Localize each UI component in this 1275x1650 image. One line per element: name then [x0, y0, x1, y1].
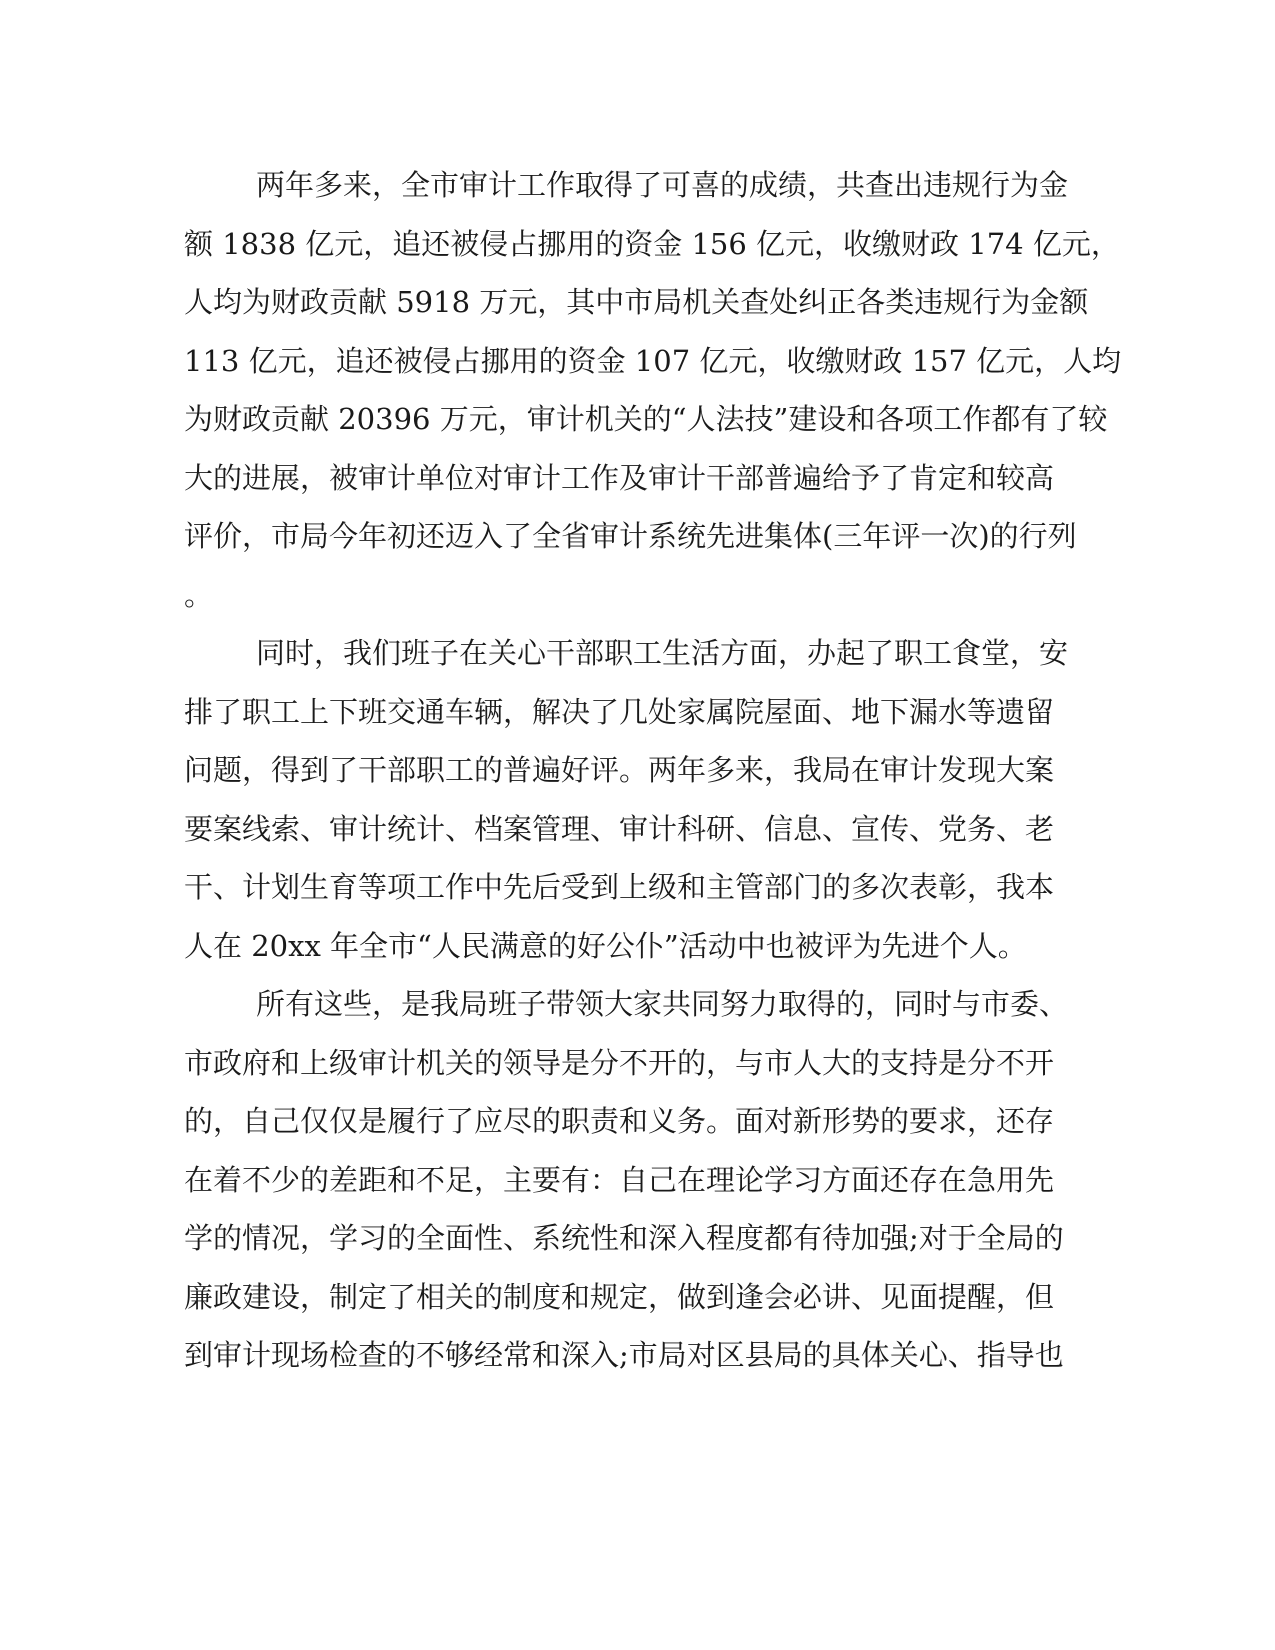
text-line: 干、计划生育等项工作中先后受到上级和主管部门的多次表彰，我本	[184, 870, 1055, 904]
text-line: 为财政贡献 20396 万元，审计机关的“人法技”建设和各项工作都有了较	[184, 402, 1108, 436]
text-line: 的，自己仅仅是履行了应尽的职责和义务。面对新形势的要求，还存	[184, 1104, 1055, 1138]
text-line: 要案线索、审计统计、档案管理、审计科研、信息、宣传、党务、老	[184, 811, 1055, 846]
text-line: 到审计现场检查的不够经常和深入;市局对区县局的具体关心、指导也	[184, 1338, 1064, 1372]
document-body	[184, 156, 1122, 1385]
text-line: 两年多来，全市审计工作取得了可喜的成绩，共查出违规行为金	[256, 168, 1069, 202]
text-line: 额 1838 亿元，追还被侵占挪用的资金 156 亿元，收缴财政 174 亿元，	[184, 226, 1120, 261]
paragraph-1	[184, 156, 1122, 624]
text-line: 问题，得到了干部职工的普遍好评。两年多来，我局在审计发现大案	[184, 753, 1055, 787]
text-line: 评价，市局今年初还迈入了全省审计系统先进集体(三年评一次)的行列	[184, 519, 1077, 553]
paragraph-3	[184, 975, 1069, 1385]
text-line: 学的情况，学习的全面性、系统性和深入程度都有待加强;对于全局的	[184, 1221, 1064, 1255]
paragraph-2	[184, 624, 1069, 975]
text-line: 大的进展，被审计单位对审计工作及审计干部普遍给予了肯定和较高	[184, 460, 1055, 495]
text-line: 人在 20xx 年全市“人民满意的好公仆”活动中也被评为先进个人。	[184, 928, 1027, 963]
text-line: 。	[184, 577, 214, 612]
text-line: 同时，我们班子在关心干部职工生活方面，办起了职工食堂，安	[256, 636, 1069, 670]
text-line: 廉政建设，制定了相关的制度和规定，做到逢会必讲、见面提醒，但	[184, 1279, 1055, 1314]
text-line: 市政府和上级审计机关的领导是分不开的，与市人大的支持是分不开	[184, 1045, 1055, 1080]
text-line: 在着不少的差距和不足，主要有：自己在理论学习方面还存在急用先	[184, 1162, 1055, 1197]
text-line: 排了职工上下班交通车辆，解决了几处家属院屋面、地下漏水等遗留	[184, 694, 1055, 729]
text-line: 所有这些，是我局班子带领大家共同努力取得的，同时与市委、	[256, 987, 1069, 1021]
text-line: 人均为财政贡献 5918 万元，其中市局机关查处纠正各类违规行为金额	[184, 285, 1089, 319]
text-line: 113 亿元，追还被侵占挪用的资金 107 亿元，收缴财政 157 亿元，人均	[184, 343, 1122, 378]
